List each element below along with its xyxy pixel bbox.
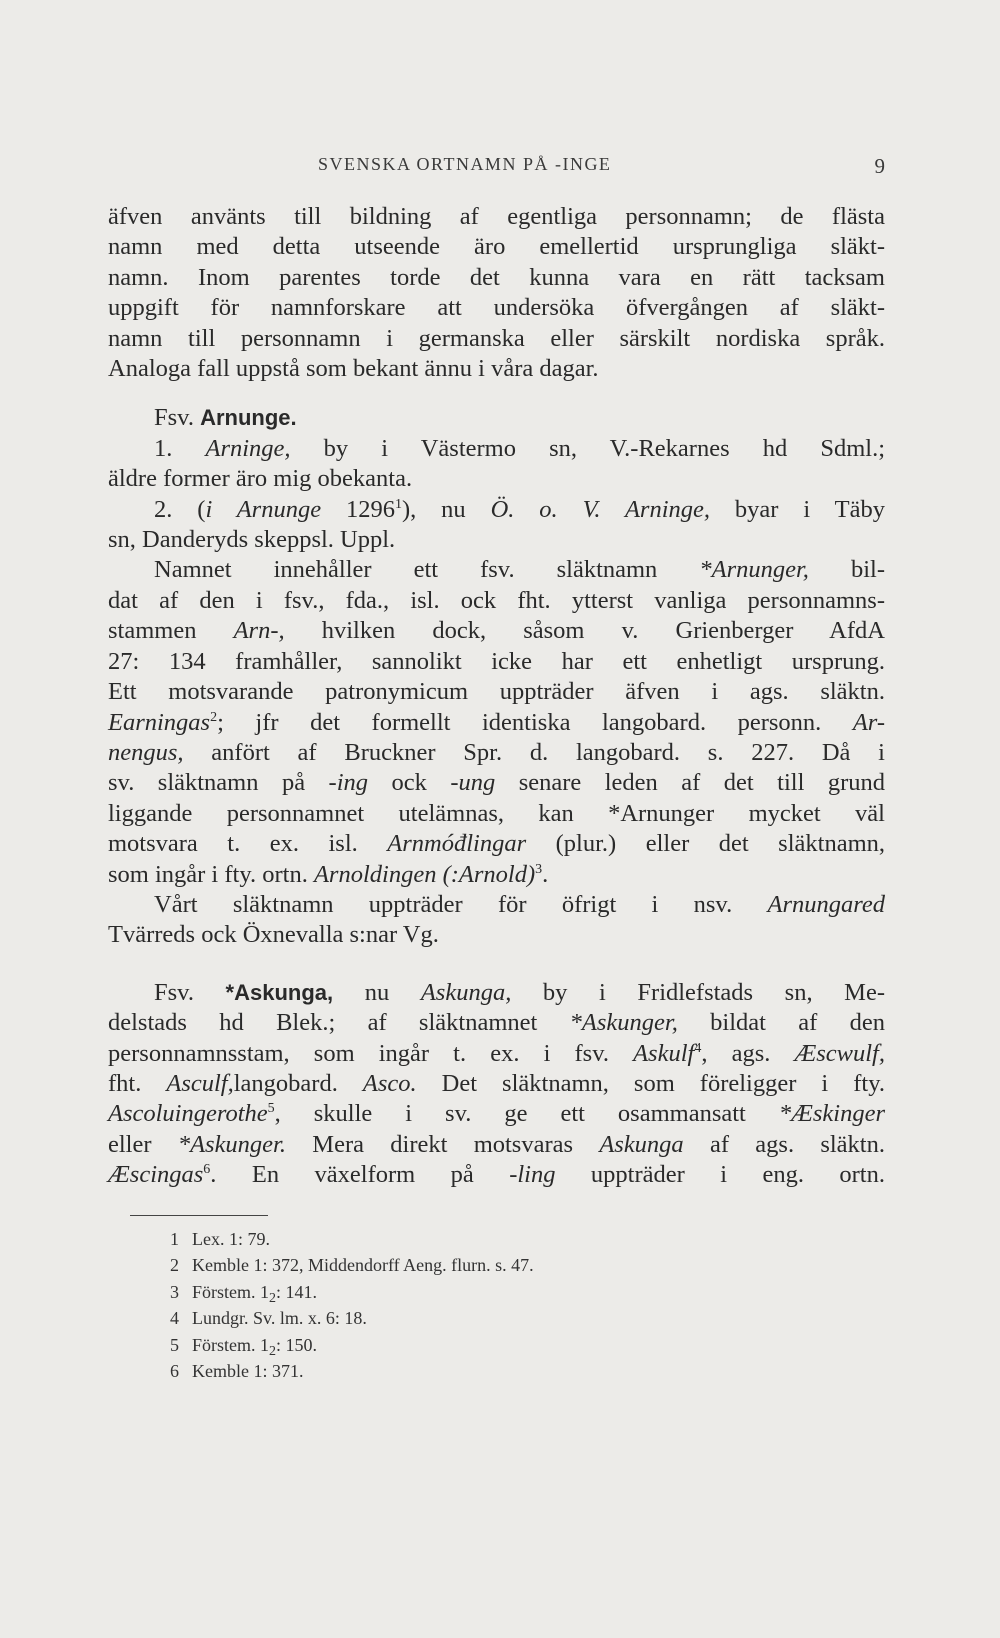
text-line: 1. Arninge, by i Västermo sn, V.-Rekarnes hd Sdml.; bbox=[154, 434, 885, 462]
text-line: sn, Danderyds skeppsl. Uppl. bbox=[108, 526, 396, 554]
headword: Arnunge. bbox=[200, 405, 297, 431]
text-line: delstads hd Blek.; af släktnamnet *Askunger, bildat af den bbox=[108, 1009, 885, 1037]
text-line: Namnet innehåller ett fsv. släktnamn *Arnunger, bil- bbox=[154, 556, 885, 584]
text-line: som ingår i fty. ortn. Arnoldingen (:Arnold)$^3$. bbox=[108, 860, 549, 888]
text-line: 27: 134 framhåller, sannolikt icke har ett enhetligt ursprung. bbox=[108, 647, 885, 675]
footnote-ref: 6 bbox=[203, 1162, 211, 1178]
text-line: namn till personnamn i germanska eller särskilt nordiska språk. bbox=[108, 324, 885, 352]
text-line: sv. släktnamn på -ing ock -ung senare leden af det till grund bbox=[108, 769, 886, 797]
entry-heading-askunga: Fsv. *Askunga, nu Askunga, by i Fridlefstads sn, Me- bbox=[154, 978, 886, 1006]
text-line: Tvärreds ock Öxnevalla s:nar Vg. bbox=[108, 921, 439, 949]
text-line: Æscingas$^6$. En växelform på -ling uppträder i eng. ortn. bbox=[108, 1161, 885, 1189]
footnotes bbox=[108, 1226, 885, 1385]
text-line: äfven använts till bildning af egentliga personnamn; de flästa bbox=[108, 203, 885, 230]
text-line: namn med detta utseende äro emellertid ursprungliga släkt- bbox=[108, 233, 885, 261]
footnote: 6 Kemble 1: 371. bbox=[170, 1361, 304, 1382]
running-head-title: SVENSKA ORTNAMN PÅ -INGE bbox=[318, 154, 612, 174]
text-line: Vårt släktnamn uppträder för öfrigt i nsv. Arnungared bbox=[154, 890, 885, 918]
footnote-ref: 2 bbox=[210, 709, 218, 725]
headword: *Askunga, bbox=[225, 979, 334, 1005]
footnote-separator bbox=[130, 1215, 268, 1216]
text-line: stammen Arn-, hvilken dock, såsom v. Grienberger AfdA bbox=[108, 617, 885, 645]
text-line: personnamnsstam, som ingår t. ex. i fsv. Askulf$^4$, ags. Æscwulf, bbox=[108, 1039, 885, 1067]
text-line: Analoga fall uppstå som bekant ännu i våra dagar. bbox=[108, 355, 599, 383]
entry-heading-arnunge: Fsv. Arnunge. bbox=[154, 404, 297, 432]
body-text bbox=[108, 202, 885, 1191]
footnote: 3 Förstem. $1_2$: 141. bbox=[170, 1281, 318, 1306]
footnote: 4 Lundgr. Sv. lm. x. 6: 18. bbox=[170, 1308, 367, 1329]
footnote-ref: 4 bbox=[694, 1040, 702, 1056]
footnote-ref: 3 bbox=[535, 861, 543, 877]
text-line: motsvara t. ex. isl. Arnmóđlingar (plur.) eller det släktnamn, bbox=[108, 830, 886, 858]
footnote-ref: 1 bbox=[394, 496, 402, 512]
text-line: Ett motsvarande patronymicum uppträder äfven i ags. släktn. bbox=[108, 678, 885, 706]
footnote: 2 Kemble 1: 372, Middendorff Aeng. flurn. s. 47. bbox=[170, 1255, 534, 1276]
text-line: uppgift för namnforskare att undersöka öfvergången af släkt- bbox=[108, 294, 885, 322]
text-line: fht. Asculf,langobard. Asco. Det släktnamn, som föreligger i fty. bbox=[108, 1069, 885, 1097]
text-line: eller *Askunger. Mera direkt motsvaras Askunga af ags. släktn. bbox=[108, 1130, 885, 1158]
text-line: liggande personnamnet utelämnas, kan *Arnunger mycket väl bbox=[108, 799, 885, 827]
text-line: Earningas$^2$; jfr det formellt identiska langobard. personn. Ar- bbox=[108, 708, 885, 736]
footnote: 5 Förstem. $1_2$: 150. bbox=[170, 1334, 318, 1359]
page-number: 9 bbox=[874, 154, 885, 178]
text-line: äldre former äro mig obekanta. bbox=[108, 465, 413, 493]
running-head bbox=[108, 150, 885, 186]
footnote: 1 Lex. 1: 79. bbox=[170, 1228, 270, 1249]
text-line: nengus, anfört af Bruckner Spr. d. langobard. s. 227. Då i bbox=[108, 738, 885, 766]
text-line: dat af den i fsv., fda., isl. ock fht. ytterst vanliga personnamns- bbox=[108, 586, 885, 614]
text-line: 2. (i Arnunge 1296$^1$), nu Ö. o. V. Arninge, byar i Täby bbox=[154, 495, 885, 523]
footnote-ref: 5 bbox=[267, 1101, 275, 1117]
text-line: Ascoluingerothe$^5$, skulle i sv. ge ett osammansatt *Æskinger bbox=[108, 1100, 885, 1128]
text-line: namn. Inom parentes torde det kunna vara en rätt tacksam bbox=[108, 263, 885, 291]
book-page bbox=[108, 150, 885, 1385]
